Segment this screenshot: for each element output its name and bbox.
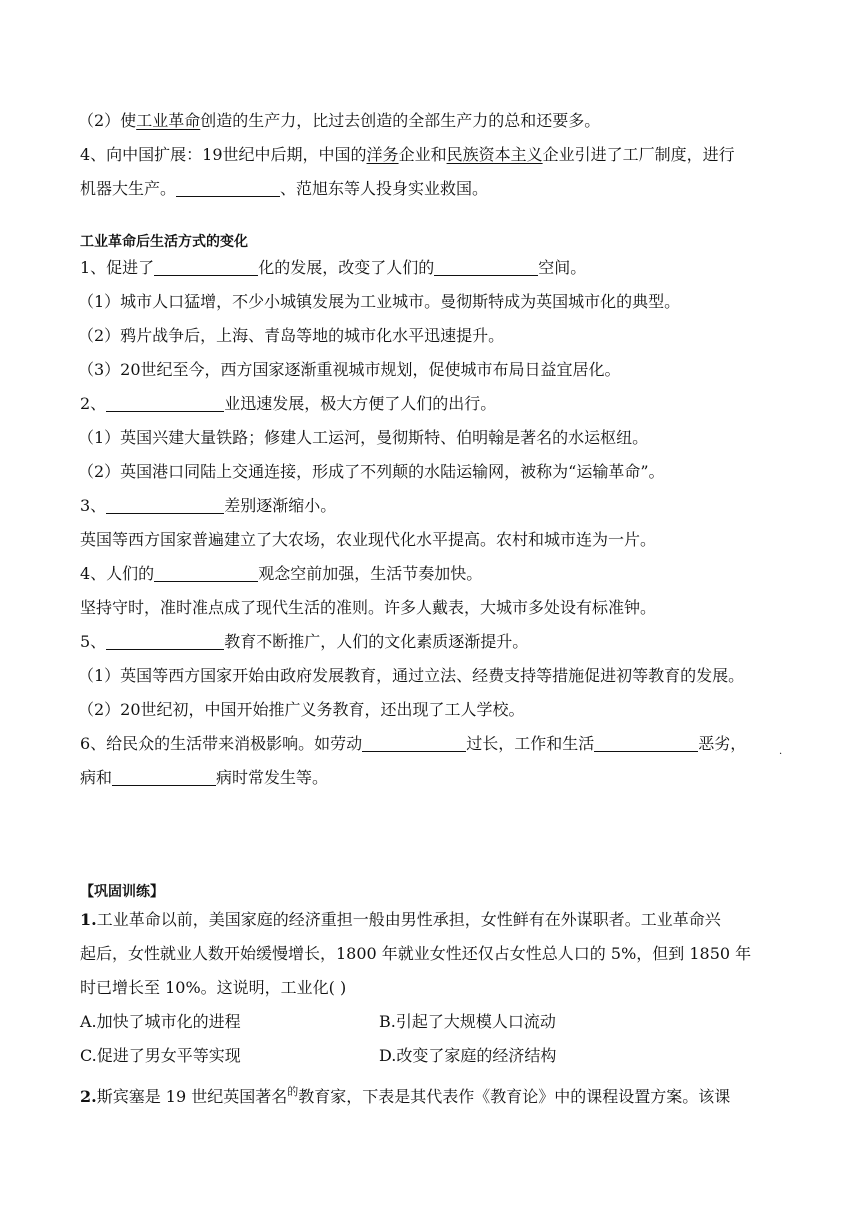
- fill-blank[interactable]: [112, 768, 216, 786]
- text-line: （2）20世纪初，中国开始推广义务教育，还出现了工人学校。: [78, 700, 525, 719]
- fill-blank[interactable]: [154, 258, 258, 276]
- option-row: [80, 1011, 556, 1033]
- fill-blank[interactable]: [176, 179, 280, 197]
- text-line: 6、给民众的生活带来消极影响。如劳动 过长，工作和生活 恶劣，: [80, 734, 747, 753]
- fill-blank[interactable]: [154, 564, 258, 582]
- text-line: 1、促进了 化的发展，改变了人们的 空间。: [80, 258, 587, 277]
- text-line: 2、 业迅速发展，极大方便了人们的出行。: [80, 394, 497, 413]
- question-line: 起后，女性就业人数开始缓慢增长，1800 年就业女性还仅占女性总人口的 5%，但到 1850 年: [80, 944, 752, 963]
- option-a[interactable]: A.加快了城市化的进程: [80, 1012, 241, 1031]
- text-line: （2）使工业革命创造的生产力，比过去创造的全部生产力的总和还要多。: [78, 111, 601, 130]
- fill-blank[interactable]: [106, 632, 224, 650]
- text-line: 4、人们的 观念空前加强，生活节奏加快。: [80, 564, 483, 583]
- stray-mark: .: [779, 746, 783, 757]
- text-line: （2）英国港口同陆上交通连接，形成了不列颠的水陆运输网，被称为“运输革命”。: [78, 462, 665, 481]
- text-line: 4、向中国扩展：19世纪中后期，中国的洋务企业和民族资本主义企业引进了工厂制度，进行: [80, 145, 735, 164]
- fill-blank[interactable]: [106, 394, 224, 412]
- option-b[interactable]: B.引起了大规模人口流动: [379, 1012, 556, 1031]
- option-row: [80, 1045, 557, 1067]
- question-line: 1.工业革命以前，美国家庭的经济重担一般由男性承担，女性鲜有在外谋职者。工业革命兴: [80, 910, 721, 929]
- text-line: 坚持守时，准时准点成了现代生活的准则。许多人戴表，大城市多处设有标准钟。: [80, 598, 657, 617]
- option-d[interactable]: D.改变了家庭的经济结构: [379, 1046, 557, 1065]
- text-line: 机器大生产。 、范旭东等人投身实业救国。: [80, 179, 489, 198]
- fill-blank[interactable]: [362, 734, 466, 752]
- fill-blank[interactable]: [594, 734, 698, 752]
- text-line: 3、 差别逐渐缩小。: [80, 496, 337, 515]
- text-line: 5、 教育不断推广，人们的文化素质逐渐提升。: [80, 632, 529, 651]
- question-number: 1.: [80, 910, 97, 929]
- fill-blank[interactable]: [106, 496, 224, 514]
- option-c[interactable]: C.促进了男女平等实现: [80, 1046, 241, 1065]
- question-line: 时已增长至 10%。这说明，工业化( ): [80, 978, 347, 997]
- text-line: （1）英国等西方国家开始由政府发展教育，通过立法、经费支持等措施促进初等教育的发展。: [78, 666, 745, 685]
- question-line: 2.斯宾塞是 19 世纪英国著名$^的$教育家，下表是其代表作《教育论》中的课程设置方案。该课: [80, 1085, 731, 1106]
- text-line: 病和 病时常发生等。: [80, 768, 329, 787]
- section-heading: 工业革命后生活方式的变化: [80, 234, 248, 250]
- section-heading: 【巩固训练】: [80, 884, 164, 900]
- text-line: 英国等西方国家普遍建立了大农场，农业现代化水平提高。农村和城市连为一片。: [80, 530, 657, 549]
- text-line: （1）城市人口猛增，不少小城镇发展为工业城市。曼彻斯特成为英国城市化的典型。: [78, 292, 681, 311]
- text-line: （3）20世纪至今，西方国家逐渐重视城市规划，促使城市布局日益宜居化。: [78, 360, 621, 379]
- text-line: （1）英国兴建大量铁路；修建人工运河，曼彻斯特、伯明翰是著名的水运枢纽。: [78, 428, 649, 447]
- question-number: 2.: [80, 1087, 97, 1106]
- text-line: （2）鸦片战争后，上海、青岛等地的城市化水平迅速提升。: [78, 326, 505, 345]
- fill-blank[interactable]: [434, 258, 538, 276]
